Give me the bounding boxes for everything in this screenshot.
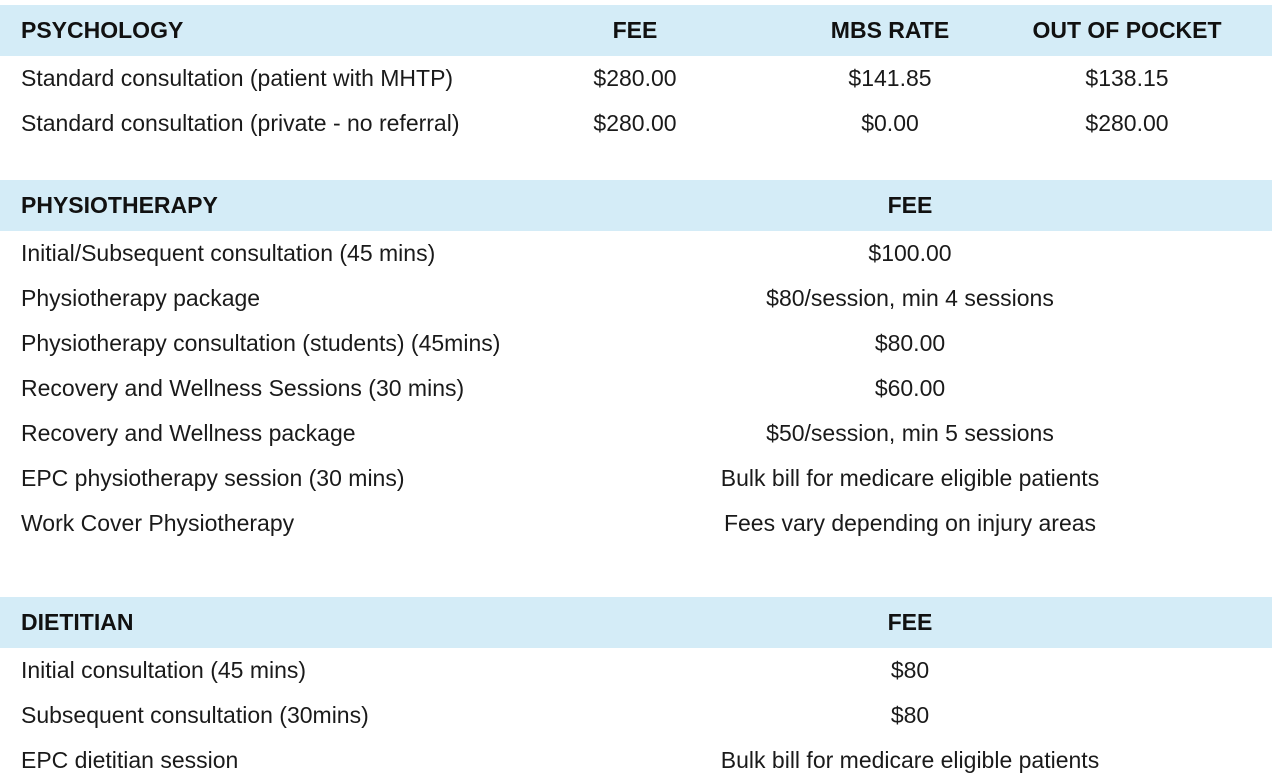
table-row — [0, 321, 1272, 366]
fee-value: Bulk bill for medicare eligible patients — [720, 747, 1100, 773]
service-name: EPC physiotherapy session (30 mins) — [21, 465, 405, 491]
service-name: Subsequent consultation (30mins) — [21, 702, 369, 728]
psychology-fee-table — [0, 5, 1272, 146]
physiotherapy-fee-column-header: FEE — [887, 192, 933, 218]
fee-value: Bulk bill for medicare eligible patients — [720, 465, 1100, 491]
fee-value: $80.00 — [874, 330, 946, 356]
out-of-pocket-value: $138.15 — [1085, 65, 1169, 91]
psychology-fee-column-header: FEE — [612, 17, 658, 43]
mbs-rate-value: $0.00 — [861, 110, 919, 136]
fee-value: $80 — [890, 657, 930, 683]
fee-value: $100.00 — [868, 240, 952, 266]
psychology-mbs-rate-column-header: MBS RATE — [830, 17, 950, 43]
service-name: Initial consultation (45 mins) — [21, 657, 307, 683]
table-row — [0, 276, 1272, 321]
mbs-rate-value: $141.85 — [848, 65, 932, 91]
service-name: Physiotherapy consultation (students) (45mins) — [21, 330, 501, 356]
fee-value: $80 — [890, 702, 930, 728]
dietitian-fee-table — [0, 597, 1272, 783]
fee-value: $280.00 — [593, 65, 677, 91]
out-of-pocket-value: $280.00 — [1085, 110, 1169, 136]
service-name: Recovery and Wellness package — [21, 420, 356, 446]
table-row — [0, 456, 1272, 501]
dietitian-fee-column-header: FEE — [887, 609, 933, 635]
psychology-section-title: PSYCHOLOGY — [21, 17, 184, 43]
service-name: EPC dietitian session — [21, 747, 239, 773]
psychology-header-row — [0, 5, 1272, 56]
physiotherapy-header-row — [0, 180, 1272, 231]
table-row — [0, 366, 1272, 411]
table-row — [0, 693, 1272, 738]
fee-value: $50/session, min 5 sessions — [766, 420, 1054, 446]
physiotherapy-section-title: PHYSIOTHERAPY — [21, 192, 218, 218]
service-name: Standard consultation (private - no referral) — [21, 110, 460, 136]
table-row — [0, 501, 1272, 546]
service-name: Standard consultation (patient with MHTP) — [21, 65, 454, 91]
table-row — [0, 56, 1272, 101]
table-row — [0, 738, 1272, 783]
table-row — [0, 411, 1272, 456]
table-row — [0, 231, 1272, 276]
psychology-out-of-pocket-column-header: OUT OF POCKET — [1032, 17, 1222, 43]
service-name: Physiotherapy package — [21, 285, 261, 311]
service-name: Recovery and Wellness Sessions (30 mins) — [21, 375, 465, 401]
dietitian-section-title: DIETITIAN — [21, 609, 134, 635]
table-row — [0, 101, 1272, 146]
fee-value: Fees vary depending on injury areas — [723, 510, 1097, 536]
table-row — [0, 648, 1272, 693]
physiotherapy-fee-table — [0, 180, 1272, 546]
fee-value: $80/session, min 4 sessions — [766, 285, 1054, 311]
fee-value: $60.00 — [874, 375, 946, 401]
fee-value: $280.00 — [593, 110, 677, 136]
dietitian-header-row — [0, 597, 1272, 648]
service-name: Initial/Subsequent consultation (45 mins) — [21, 240, 436, 266]
service-name: Work Cover Physiotherapy — [21, 510, 295, 536]
